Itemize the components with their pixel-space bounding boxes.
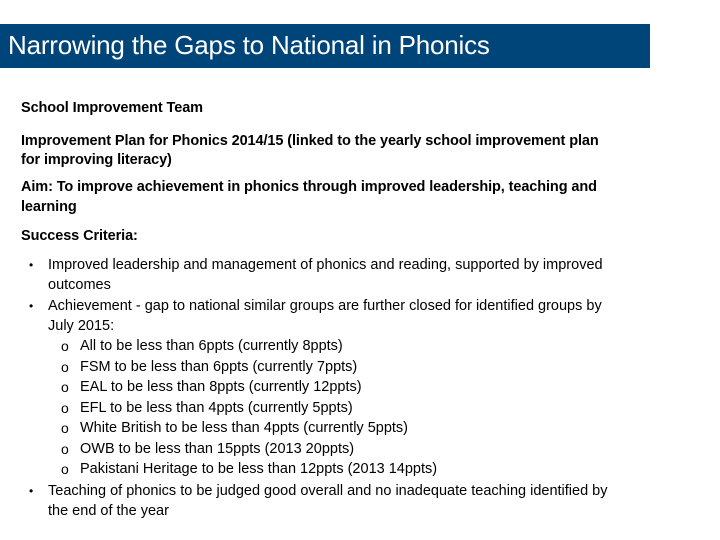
criterion-3-line-2: the end of the year	[48, 503, 169, 519]
bullet-icon: •	[29, 258, 34, 272]
criterion-2-line-1: Achievement - gap to national similar groups are further closed for identified groups by	[48, 298, 602, 314]
sub-bullet-icon: o	[61, 441, 69, 457]
sub-bullet-icon: o	[61, 420, 69, 436]
criterion-1-line-2: outcomes	[48, 277, 111, 293]
sub-item-white-british: White British to be less than 4ppts (currently 5ppts)	[80, 420, 409, 436]
sub-item-all: All to be less than 6ppts (currently 8ppts)	[80, 338, 343, 354]
sub-item-eal: EAL to be less than 8ppts (currently 12ppts)	[80, 379, 362, 395]
aim-line-2: learning	[21, 199, 77, 215]
sub-item-pakistani-heritage: Pakistani Heritage to be less than 12ppts (2013 14ppts)	[80, 461, 438, 477]
criterion-1-line-1: Improved leadership and management of phonics and reading, supported by improved	[48, 257, 603, 273]
criterion-3-line-1: Teaching of phonics to be judged good overall and no inadequate teaching identified by	[48, 483, 608, 499]
sub-bullet-icon: o	[61, 359, 69, 375]
success-heading: Success Criteria:	[21, 228, 138, 244]
team-heading: School Improvement Team	[21, 100, 203, 116]
sub-bullet-icon: o	[61, 379, 69, 395]
plan-line-1: Improvement Plan for Phonics 2014/15 (linked to the yearly school improvement plan	[21, 133, 599, 149]
bullet-icon: •	[29, 299, 34, 313]
aim-line-1: Aim: To improve achievement in phonics through improved leadership, teaching and	[21, 179, 597, 195]
sub-bullet-icon: o	[61, 400, 69, 416]
sub-item-efl: EFL to be less than 4ppts (currently 5ppts)	[80, 400, 353, 416]
sub-bullet-icon: o	[61, 461, 69, 477]
criterion-2-line-2: July 2015:	[48, 318, 115, 334]
slide-title: Narrowing the Gaps to National in Phonics	[8, 30, 490, 60]
sub-item-owb: OWB to be less than 15ppts (2013 20ppts)	[80, 441, 355, 457]
plan-line-2: for improving literacy)	[21, 152, 172, 168]
sub-item-fsm: FSM to be less than 6ppts (currently 7ppts)	[80, 359, 358, 375]
bullet-icon: •	[29, 484, 34, 498]
title-bar	[0, 24, 650, 68]
sub-bullet-icon: o	[61, 338, 69, 354]
